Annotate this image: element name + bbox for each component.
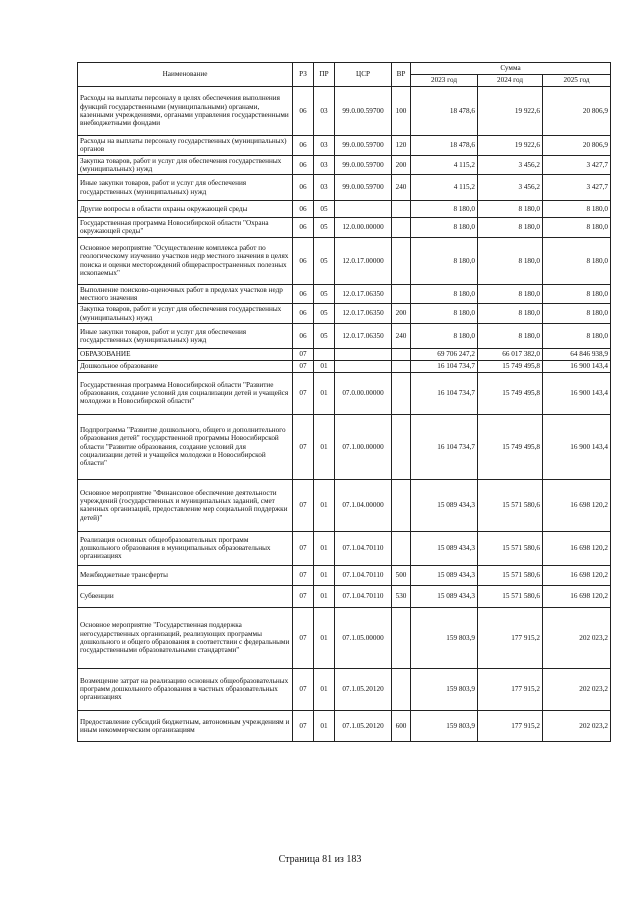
row-csr: 07.1.05.00000 xyxy=(335,607,392,668)
row-sum-2024: 8 180,0 xyxy=(478,237,543,284)
row-vr xyxy=(392,479,411,531)
row-pr: 03 xyxy=(314,136,335,156)
row-pr: 01 xyxy=(314,372,335,414)
row-sum-2023: 15 089 434,3 xyxy=(411,531,478,565)
row-sum-2025: 20 806,9 xyxy=(543,136,611,156)
row-sum-2025: 8 180,0 xyxy=(543,284,611,304)
row-vr xyxy=(392,348,411,360)
row-rz: 07 xyxy=(293,607,314,668)
row-pr: 05 xyxy=(314,218,335,238)
row-rz: 06 xyxy=(293,284,314,304)
row-name: Государственная программа Новосибирской области "Охрана окружающей среды" xyxy=(78,218,293,238)
row-sum-2024: 66 017 382,0 xyxy=(478,348,543,360)
row-sum-2025: 8 180,0 xyxy=(543,323,611,348)
row-sum-2023: 18 478,6 xyxy=(411,136,478,156)
row-csr: 12.0.17.06350 xyxy=(335,323,392,348)
table-row xyxy=(78,668,611,710)
row-name: Возмещение затрат на реализацию основных общеобразовательных программ дошкольного образования в частных образовательных организациях xyxy=(78,668,293,710)
row-sum-2023: 159 803,9 xyxy=(411,668,478,710)
row-vr: 600 xyxy=(392,710,411,741)
row-sum-2024: 177 915,2 xyxy=(478,710,543,741)
row-sum-2025: 16 698 120,2 xyxy=(543,531,611,565)
row-sum-2023: 8 180,0 xyxy=(411,284,478,304)
row-sum-2024: 15 749 495,8 xyxy=(478,360,543,372)
row-sum-2024: 15 571 580,6 xyxy=(478,585,543,607)
row-csr: 12.0.17.06350 xyxy=(335,304,392,324)
row-csr: 07.1.00.00000 xyxy=(335,414,392,479)
row-rz: 07 xyxy=(293,565,314,585)
budget-table xyxy=(77,62,611,742)
row-vr: 200 xyxy=(392,155,411,175)
row-vr: 240 xyxy=(392,323,411,348)
row-sum-2023: 15 089 434,3 xyxy=(411,565,478,585)
row-sum-2024: 15 571 580,6 xyxy=(478,479,543,531)
row-rz: 06 xyxy=(293,87,314,136)
row-csr: 07.0.00.00000 xyxy=(335,372,392,414)
row-rz: 07 xyxy=(293,348,314,360)
row-rz: 07 xyxy=(293,531,314,565)
row-sum-2025: 16 698 120,2 xyxy=(543,565,611,585)
row-vr xyxy=(392,668,411,710)
table-row xyxy=(78,201,611,218)
row-name: Иные закупки товаров, работ и услуг для обеспечения государственных (муниципальных) нужд xyxy=(78,323,293,348)
row-sum-2025: 64 846 938,9 xyxy=(543,348,611,360)
row-pr: 03 xyxy=(314,87,335,136)
header-year-2024: 2024 год xyxy=(478,75,543,87)
row-rz: 07 xyxy=(293,372,314,414)
row-name: Субвенции xyxy=(78,585,293,607)
row-pr xyxy=(314,348,335,360)
row-vr xyxy=(392,284,411,304)
row-sum-2025: 8 180,0 xyxy=(543,304,611,324)
row-vr xyxy=(392,372,411,414)
row-name: Закупка товаров, работ и услуг для обеспечения государственных (муниципальных) нужд xyxy=(78,155,293,175)
row-rz: 06 xyxy=(293,155,314,175)
row-name: Расходы на выплаты персоналу государственных (муниципальных) органов xyxy=(78,136,293,156)
row-vr xyxy=(392,201,411,218)
row-sum-2024: 3 456,2 xyxy=(478,175,543,201)
header-year-2023: 2023 год xyxy=(411,75,478,87)
row-csr: 07.1.04.00000 xyxy=(335,479,392,531)
row-sum-2025: 202 023,2 xyxy=(543,710,611,741)
row-name: Расходы на выплаты персоналу в целях обеспечения выполнения функций государственными (муниципальными) органами, казенными учреждениями, органами управления государственными внебюджетными фондами xyxy=(78,87,293,136)
row-csr xyxy=(335,360,392,372)
row-vr xyxy=(392,607,411,668)
row-sum-2023: 18 478,6 xyxy=(411,87,478,136)
row-csr: 07.1.05.20120 xyxy=(335,668,392,710)
row-sum-2023: 4 115,2 xyxy=(411,155,478,175)
header-csr: ЦСР xyxy=(335,63,392,87)
row-sum-2023: 69 706 247,2 xyxy=(411,348,478,360)
header-rz: РЗ xyxy=(293,63,314,87)
header-pr: ПР xyxy=(314,63,335,87)
row-sum-2024: 8 180,0 xyxy=(478,323,543,348)
row-sum-2023: 16 104 734,7 xyxy=(411,372,478,414)
row-sum-2024: 15 571 580,6 xyxy=(478,565,543,585)
row-pr: 01 xyxy=(314,710,335,741)
table-row xyxy=(78,531,611,565)
row-name: Основное мероприятие "Государственная поддержка негосударственных организаций, реализующих программы дошкольного и общего образования в соответствии с федеральными государственными образовательными стандартами" xyxy=(78,607,293,668)
row-sum-2025: 16 900 143,4 xyxy=(543,414,611,479)
header-sums: Сумма xyxy=(411,63,611,75)
header-name: Наименование xyxy=(78,63,293,87)
row-pr: 01 xyxy=(314,531,335,565)
row-csr: 07.1.04.70110 xyxy=(335,585,392,607)
row-sum-2025: 8 180,0 xyxy=(543,237,611,284)
row-csr: 99.0.00.59700 xyxy=(335,136,392,156)
row-sum-2025: 20 806,9 xyxy=(543,87,611,136)
row-pr: 03 xyxy=(314,175,335,201)
row-sum-2025: 16 900 143,4 xyxy=(543,372,611,414)
row-sum-2025: 8 180,0 xyxy=(543,218,611,238)
row-sum-2024: 15 571 580,6 xyxy=(478,531,543,565)
row-name: Закупка товаров, работ и услуг для обеспечения государственных (муниципальных) нужд xyxy=(78,304,293,324)
row-pr: 01 xyxy=(314,360,335,372)
row-sum-2023: 8 180,0 xyxy=(411,304,478,324)
table-row xyxy=(78,414,611,479)
table-row xyxy=(78,155,611,175)
row-name: Предоставление субсидий бюджетным, автономным учреждениям и иным некоммерческим организациям xyxy=(78,710,293,741)
row-name: Другие вопросы в области охраны окружающей среды xyxy=(78,201,293,218)
header-vr: ВР xyxy=(392,63,411,87)
row-pr: 01 xyxy=(314,479,335,531)
row-csr: 12.0.17.00000 xyxy=(335,237,392,284)
row-rz: 06 xyxy=(293,175,314,201)
row-rz: 06 xyxy=(293,201,314,218)
row-sum-2024: 177 915,2 xyxy=(478,607,543,668)
row-sum-2024: 8 180,0 xyxy=(478,201,543,218)
row-vr: 100 xyxy=(392,87,411,136)
row-rz: 07 xyxy=(293,710,314,741)
table-row xyxy=(78,218,611,238)
row-vr: 200 xyxy=(392,304,411,324)
row-rz: 07 xyxy=(293,668,314,710)
row-sum-2023: 8 180,0 xyxy=(411,323,478,348)
row-sum-2024: 8 180,0 xyxy=(478,218,543,238)
row-rz: 07 xyxy=(293,360,314,372)
row-rz: 07 xyxy=(293,479,314,531)
table-row xyxy=(78,284,611,304)
table-row xyxy=(78,304,611,324)
page-number: Страница 81 из 183 xyxy=(278,854,362,865)
row-sum-2024: 8 180,0 xyxy=(478,284,543,304)
row-sum-2023: 159 803,9 xyxy=(411,607,478,668)
row-name: Выполнение поисково-оценочных работ в пределах участков недр местного значения xyxy=(78,284,293,304)
row-pr: 05 xyxy=(314,304,335,324)
row-sum-2024: 8 180,0 xyxy=(478,304,543,324)
header-year-2025: 2025 год xyxy=(543,75,611,87)
row-sum-2024: 177 915,2 xyxy=(478,668,543,710)
row-pr: 01 xyxy=(314,585,335,607)
table-row xyxy=(78,607,611,668)
row-pr: 01 xyxy=(314,565,335,585)
row-csr: 07.1.05.20120 xyxy=(335,710,392,741)
row-vr: 240 xyxy=(392,175,411,201)
table-row xyxy=(78,585,611,607)
row-pr: 05 xyxy=(314,323,335,348)
row-rz: 07 xyxy=(293,414,314,479)
row-name: Подпрограмма "Развитие дошкольного, общего и дополнительного образования детей" государственной программы Новосибирской области "Развитие образования, создание условий для социализации детей и учащейся молодежи в Новосибирской области" xyxy=(78,414,293,479)
row-pr: 01 xyxy=(314,414,335,479)
row-sum-2025: 16 698 120,2 xyxy=(543,479,611,531)
row-csr: 12.0.17.06350 xyxy=(335,284,392,304)
table-row xyxy=(78,323,611,348)
row-vr: 530 xyxy=(392,585,411,607)
row-pr: 01 xyxy=(314,668,335,710)
table-body xyxy=(78,87,611,742)
row-sum-2023: 4 115,2 xyxy=(411,175,478,201)
row-csr: 12.0.00.00000 xyxy=(335,218,392,238)
row-pr: 03 xyxy=(314,155,335,175)
row-csr: 99.0.00.59700 xyxy=(335,175,392,201)
row-pr: 05 xyxy=(314,284,335,304)
row-sum-2025: 16 900 143,4 xyxy=(543,360,611,372)
row-sum-2025: 16 698 120,2 xyxy=(543,585,611,607)
row-vr: 120 xyxy=(392,136,411,156)
row-rz: 06 xyxy=(293,136,314,156)
row-name: Дошкольное образование xyxy=(78,360,293,372)
row-csr: 99.0.00.59700 xyxy=(335,155,392,175)
row-name: Иные закупки товаров, работ и услуг для обеспечения государственных (муниципальных) нужд xyxy=(78,175,293,201)
row-sum-2023: 16 104 734,7 xyxy=(411,360,478,372)
row-sum-2024: 15 749 495,8 xyxy=(478,372,543,414)
row-name: Государственная программа Новосибирской области "Развитие образования, создание условий для социализации детей и учащейся молодежи в Новосибирской области" xyxy=(78,372,293,414)
row-vr xyxy=(392,414,411,479)
row-name: Основное мероприятие "Финансовое обеспечение деятельности учреждений (государственных и муниципальных заданий, смет казенных организаций, предоставление мер социальной поддержки детей)" xyxy=(78,479,293,531)
row-name: ОБРАЗОВАНИЕ xyxy=(78,348,293,360)
row-sum-2024: 19 922,6 xyxy=(478,87,543,136)
row-name: Межбюджетные трансферты xyxy=(78,565,293,585)
row-csr xyxy=(335,201,392,218)
row-sum-2025: 8 180,0 xyxy=(543,201,611,218)
table-row xyxy=(78,87,611,136)
row-rz: 06 xyxy=(293,323,314,348)
table-row xyxy=(78,136,611,156)
row-vr xyxy=(392,218,411,238)
row-rz: 06 xyxy=(293,237,314,284)
row-pr: 05 xyxy=(314,237,335,284)
row-vr: 500 xyxy=(392,565,411,585)
table-row xyxy=(78,348,611,360)
row-sum-2023: 8 180,0 xyxy=(411,237,478,284)
row-sum-2024: 15 749 495,8 xyxy=(478,414,543,479)
row-csr xyxy=(335,348,392,360)
row-name: Реализация основных общеобразовательных программ дошкольного образования в муниципальных образовательных организациях xyxy=(78,531,293,565)
row-csr: 99.0.00.59700 xyxy=(335,87,392,136)
row-sum-2024: 19 922,6 xyxy=(478,136,543,156)
row-sum-2023: 16 104 734,7 xyxy=(411,414,478,479)
row-vr xyxy=(392,237,411,284)
row-sum-2023: 8 180,0 xyxy=(411,218,478,238)
row-pr: 01 xyxy=(314,607,335,668)
row-sum-2023: 159 803,9 xyxy=(411,710,478,741)
row-sum-2023: 8 180,0 xyxy=(411,201,478,218)
table-row xyxy=(78,175,611,201)
row-csr: 07.1.04.70110 xyxy=(335,565,392,585)
table-row xyxy=(78,237,611,284)
table-row xyxy=(78,565,611,585)
row-vr xyxy=(392,531,411,565)
row-sum-2025: 3 427,7 xyxy=(543,155,611,175)
row-rz: 06 xyxy=(293,304,314,324)
row-sum-2023: 15 089 434,3 xyxy=(411,585,478,607)
table-row xyxy=(78,479,611,531)
row-vr xyxy=(392,360,411,372)
row-rz: 07 xyxy=(293,585,314,607)
row-csr: 07.1.04.70110 xyxy=(335,531,392,565)
row-name: Основное мероприятие "Осуществление комплекса работ по геологическому изучению участков недр местного значения в целях поиска и оценки месторождений общераспространенных полезных ископаемых" xyxy=(78,237,293,284)
table-row xyxy=(78,360,611,372)
row-sum-2023: 15 089 434,3 xyxy=(411,479,478,531)
row-sum-2025: 202 023,2 xyxy=(543,668,611,710)
table-row xyxy=(78,710,611,741)
row-sum-2025: 3 427,7 xyxy=(543,175,611,201)
table-row xyxy=(78,372,611,414)
row-rz: 06 xyxy=(293,218,314,238)
row-sum-2025: 202 023,2 xyxy=(543,607,611,668)
row-sum-2024: 3 456,2 xyxy=(478,155,543,175)
row-pr: 05 xyxy=(314,201,335,218)
